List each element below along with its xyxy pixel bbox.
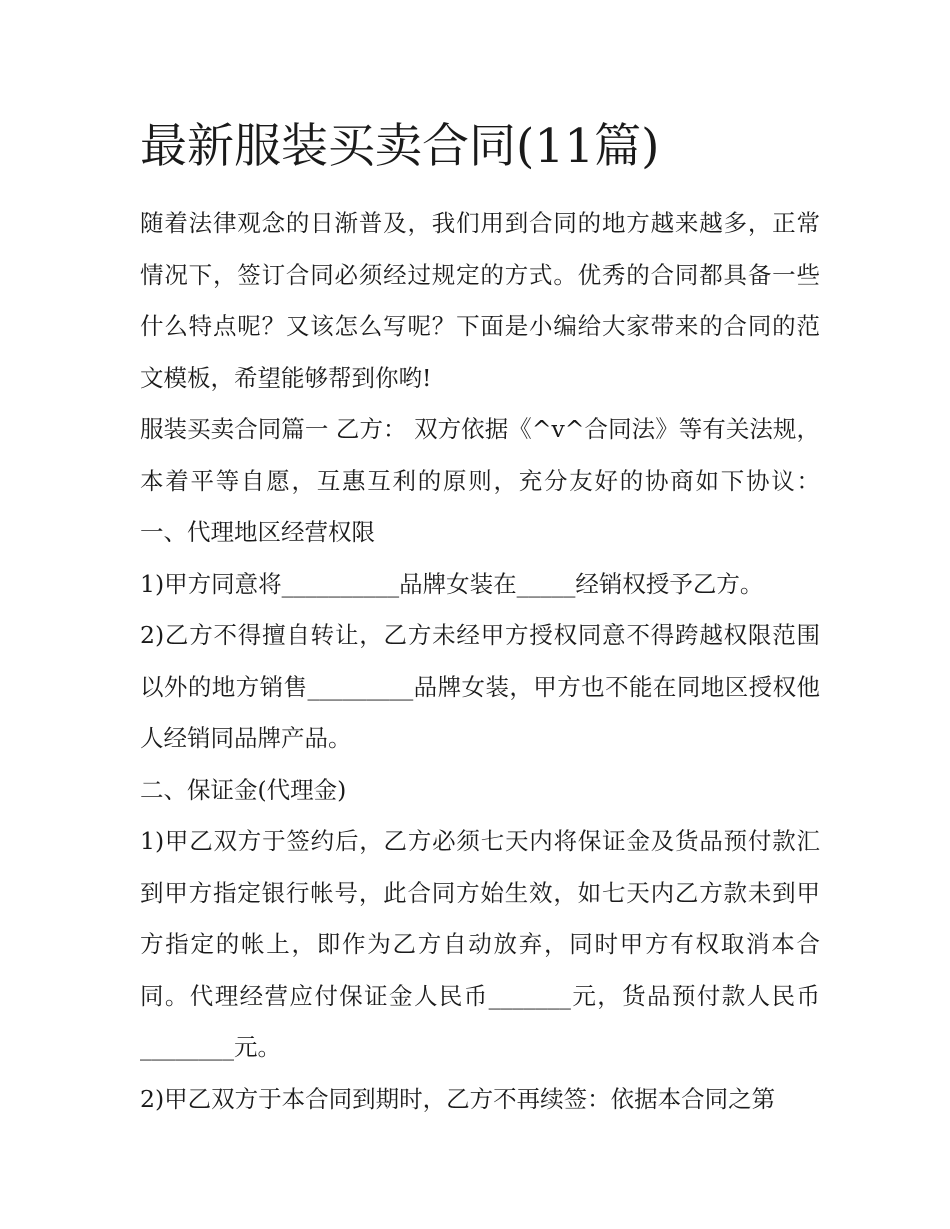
document-body <box>140 198 820 1125</box>
clause-1-1: 1)甲方同意将__________品牌女装在_____经销权授予乙方。 <box>140 569 764 598</box>
clause-1-2: 2)乙方不得擅自转让，乙方未经甲方授权同意不得跨越权限范围以外的地方销售_________品牌女装，甲方也不能在同地区授权他人经销同品牌产品。 <box>140 621 820 752</box>
contract-opening-paragraph: 服装买卖合同篇一 乙方： 双方依据《^v^合同法》等有关法规，本着平等自愿，互惠互利的原则，充分友好的协商如下协议： 一、代理地区经营权限 <box>140 415 820 546</box>
intro-paragraph: 随着法律观念的日渐普及，我们用到合同的地方越来越多，正常情况下，签订合同必须经过规定的方式。优秀的合同都具备一些什么特点呢？又该怎么写呢？下面是小编给大家带来的合同的范文模板，希望能够帮到你哟! <box>140 209 820 392</box>
document-page <box>140 118 820 1125</box>
section-heading-deposit: 二、保证金(代理金) <box>140 775 347 804</box>
clause-2-1: 1)甲乙双方于签约后，乙方必须七天内将保证金及货品预付款汇到甲方指定银行帐号，此合同方始生效，如七天内乙方款未到甲方指定的帐上，即作为乙方自动放弃，同时甲方有权取消本合同。代理经营应付保证金人民币_______元，货品预付款人民币________元。 <box>140 827 820 1061</box>
clause-2-2: 2)甲乙双方于本合同到期时，乙方不再续签：依据本合同之第 <box>140 1084 776 1113</box>
document-title: 最新服装买卖合同(11篇) <box>140 119 660 174</box>
